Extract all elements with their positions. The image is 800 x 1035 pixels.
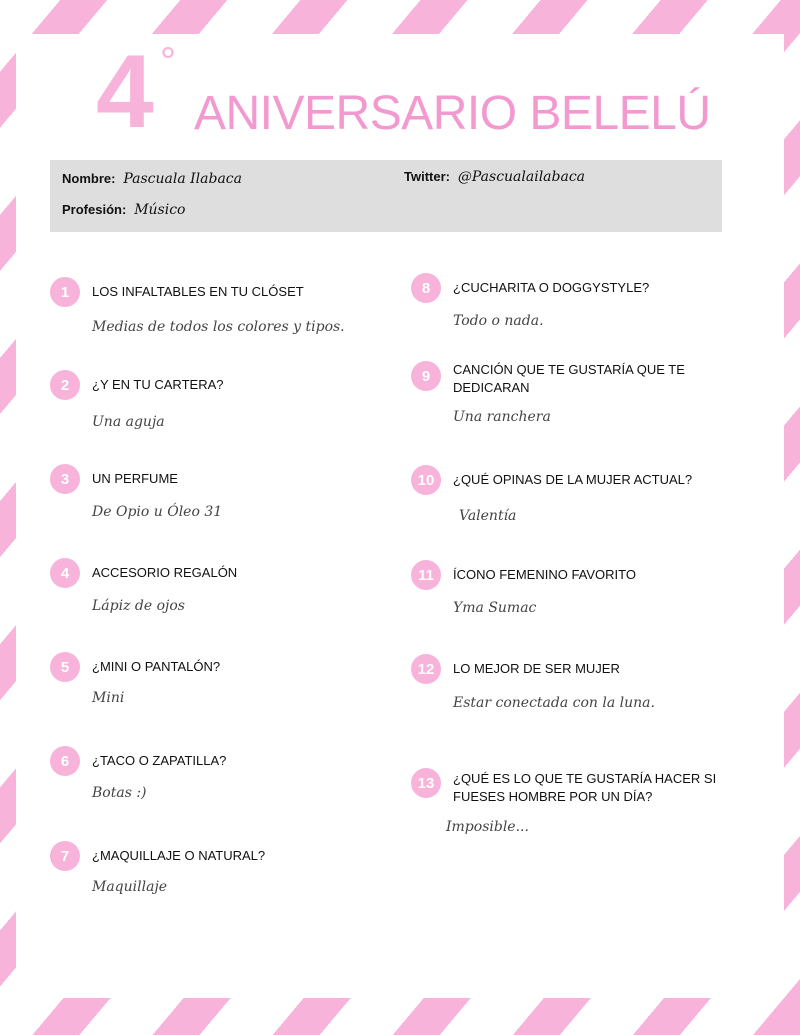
twitter-handle: @Pascualailabaca bbox=[457, 169, 586, 185]
question-number-badge: 3 bbox=[50, 464, 80, 494]
question-item bbox=[50, 277, 350, 347]
question-text: ¿QUÉ OPINAS DE LA MUJER ACTUAL? bbox=[453, 472, 693, 487]
profile-info-box bbox=[50, 160, 722, 232]
name-label: Nombre: bbox=[62, 171, 116, 186]
profession-label: Profesión: bbox=[62, 202, 127, 217]
name-line bbox=[62, 170, 242, 187]
question-item bbox=[50, 558, 350, 628]
page-title: ANIVERSARIO BELELÚ bbox=[194, 87, 711, 140]
page-header bbox=[96, 34, 736, 160]
question-item bbox=[411, 560, 731, 630]
question-number-badge: 7 bbox=[50, 841, 80, 871]
answer-text: Valentía bbox=[459, 508, 517, 524]
question-item bbox=[50, 746, 350, 816]
question-number-badge: 10 bbox=[411, 465, 441, 495]
profession-value: Músico bbox=[134, 202, 186, 218]
question-text: ¿MAQUILLAJE O NATURAL? bbox=[92, 848, 266, 863]
question-number-badge: 4 bbox=[50, 558, 80, 588]
question-text: ACCESORIO REGALÓN bbox=[92, 565, 238, 580]
answer-text: Botas :) bbox=[92, 785, 147, 801]
question-item bbox=[50, 841, 350, 911]
question-number-badge: 9 bbox=[411, 361, 441, 391]
answer-text: Imposible... bbox=[446, 819, 529, 835]
answer-text: De Opio u Óleo 31 bbox=[92, 504, 223, 520]
question-number-badge: 11 bbox=[411, 560, 441, 590]
twitter-label: Twitter: bbox=[404, 169, 450, 184]
answer-text: Estar conectada con la luna. bbox=[453, 695, 655, 711]
question-text: ¿MINI O PANTALÓN? bbox=[92, 659, 221, 674]
question-text: CANCIÓN QUE TE GUSTARÍA QUE TE DEDICARAN bbox=[453, 362, 685, 395]
profession-line bbox=[62, 201, 185, 218]
question-number-badge: 5 bbox=[50, 652, 80, 682]
question-item bbox=[411, 654, 731, 724]
question-item bbox=[50, 370, 350, 440]
question-text: LOS INFALTABLES EN TU CLÓSET bbox=[92, 284, 304, 299]
question-text: LO MEJOR DE SER MUJER bbox=[453, 661, 620, 676]
anniversary-number: 4 bbox=[96, 34, 154, 150]
answer-text: Medias de todos los colores y tipos. bbox=[92, 319, 345, 335]
question-number-badge: 12 bbox=[411, 654, 441, 684]
twitter-line bbox=[404, 168, 585, 185]
question-number-badge: 6 bbox=[50, 746, 80, 776]
question-text: UN PERFUME bbox=[92, 471, 178, 486]
answer-text: Una aguja bbox=[92, 414, 165, 430]
question-item bbox=[50, 464, 350, 534]
answer-text: Una ranchera bbox=[453, 409, 551, 425]
answer-text: Mini bbox=[92, 690, 125, 706]
answer-text: Maquillaje bbox=[92, 879, 168, 895]
question-item bbox=[411, 273, 731, 343]
question-text: ¿Y EN TU CARTERA? bbox=[92, 377, 224, 392]
question-item bbox=[50, 652, 350, 722]
question-number-badge: 2 bbox=[50, 370, 80, 400]
question-number-badge: 1 bbox=[50, 277, 80, 307]
question-item bbox=[411, 465, 731, 535]
question-text: ¿TACO O ZAPATILLA? bbox=[92, 753, 227, 768]
question-text: ¿QUÉ ES LO QUE TE GUSTARÍA HACER SI FUESES HOMBRE POR UN DÍA? bbox=[453, 771, 717, 804]
name-value: Pascuala Ilabaca bbox=[123, 171, 242, 187]
question-number-badge: 13 bbox=[411, 768, 441, 798]
question-item bbox=[411, 359, 731, 439]
question-item bbox=[411, 768, 731, 848]
answer-text: Todo o nada. bbox=[453, 313, 544, 329]
question-number-badge: 8 bbox=[411, 273, 441, 303]
question-text: ÍCONO FEMENINO FAVORITO bbox=[453, 567, 636, 582]
answer-text: Lápiz de ojos bbox=[92, 598, 185, 614]
answer-text: Yma Sumac bbox=[453, 600, 537, 616]
question-text: ¿CUCHARITA O DOGGYSTYLE? bbox=[453, 280, 650, 295]
degree-symbol: ° bbox=[160, 40, 176, 84]
